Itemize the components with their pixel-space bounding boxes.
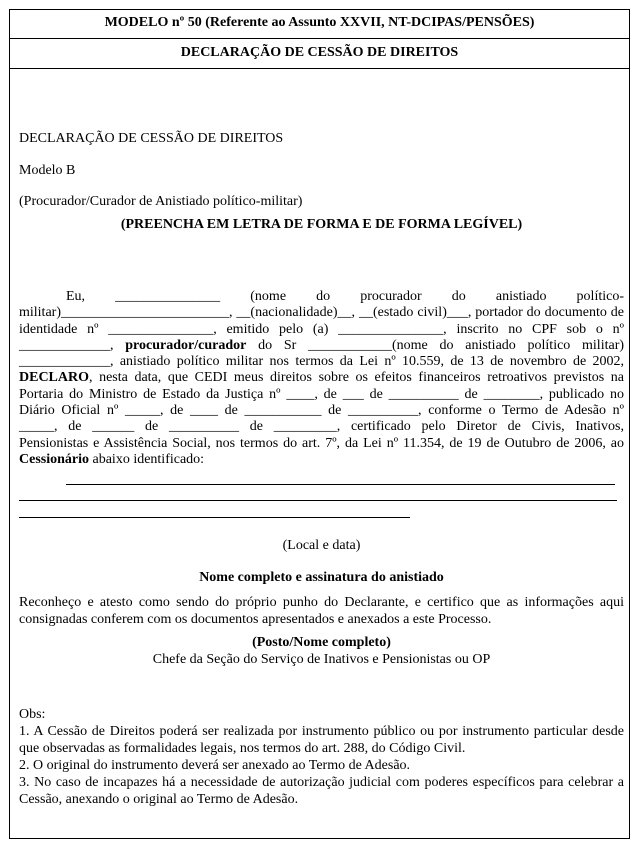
attest-line: Reconheço e atesto como sendo do próprio punho do Declarante, e certifico que as informações aqui: [19, 595, 624, 610]
fill-instruction: (PREENCHA EM LETRA DE FORMA E DE FORMA LEGÍVEL): [120, 217, 523, 232]
attest-line: consignadas conferem com os documentos apresentados e anexados a este Processo.: [19, 612, 492, 627]
declaration-line: identidade nº _______________, emitido pelo (a) _______________, inscrito no CPF sob o nº: [19, 321, 624, 337]
model-header: MODELO nº 50 (Referente ao Assunto XXVII, NT-DCIPAS/PENSÕES): [9, 9, 630, 39]
declaration-paragraph: [19, 289, 624, 468]
cessionary-line-2: [19, 500, 617, 501]
obs-item: 2. O original do instrumento deverá ser anexado ao Termo de Adesão.: [19, 758, 411, 773]
declaration-line: _____, de ______ de __________ de _________, certificado pelo Diretor de Civis, Inativos,: [19, 419, 624, 435]
declaration-line: _____________, anistiado político militar nos termos da Lei nº 10.559, de 13 de novembro de 2002,: [19, 354, 624, 370]
obs-item: 1. A Cessão de Direitos poderá ser realizada por instrumento público ou por instrumento particular desde que observadas as formalidades legais, nos termos do art. 288, do Código Civil.: [19, 724, 624, 756]
role-label: (Procurador/Curador de Anistiado político-militar): [19, 194, 303, 209]
obs-item: 3. No caso de incapazes há a necessidade de autorização judicial com poderes específicos para celebrar a Cessão, anexando o original ao Termo de Adesão.: [19, 775, 624, 807]
document-title: DECLARAÇÃO DE CESSÃO DE DIREITOS: [9, 39, 630, 69]
declaration-line: Pensionistas e Assistência Social, nos termos do art. 7º, da Lei nº 11.354, de 19 de Outubro de 2006, ao: [19, 435, 624, 451]
declaration-line: militar)________________________, __(nacionalidade)__, __(estado civil)___, portador do documento de: [19, 305, 624, 321]
posto-label: (Posto/Nome completo): [252, 635, 391, 650]
signature-label: Nome completo e assinatura do anistiado: [199, 570, 444, 585]
declaration-line: Cessionário abaixo identificado:: [19, 451, 205, 467]
attest-paragraph: [19, 594, 624, 628]
section-title: DECLARAÇÃO DE CESSÃO DE DIREITOS: [19, 131, 284, 146]
chief-label: Chefe da Seção do Serviço de Inativos e Pensionistas ou OP: [152, 652, 491, 667]
declaration-line: _____________, procurador/curador do Sr ____________(nome do anistiado político militar): [19, 337, 625, 353]
declaration-line: Eu, _______________ (nome do procurador do anistiado político-: [66, 289, 624, 304]
declaration-line: Portaria do Ministro de Estado da Justiça nº ____, de ___ de __________ de ________, publicado no: [19, 386, 624, 402]
declaration-line: Diário Oficial nº _____, de ____ de ___________ de __________, conforme o Termo de Adesão nº: [19, 403, 624, 419]
obs-label: Obs:: [19, 707, 46, 722]
cessionary-line-1: [66, 484, 615, 485]
cessionary-line-3: [19, 517, 410, 518]
declaration-line: DECLARO, nesta data, que CEDI meus direitos sobre os efeitos financeiros retroativos previstos na: [19, 370, 624, 386]
model-label: Modelo B: [19, 163, 76, 178]
place-date-label: (Local e data): [282, 538, 361, 553]
obs-section: [19, 706, 624, 808]
